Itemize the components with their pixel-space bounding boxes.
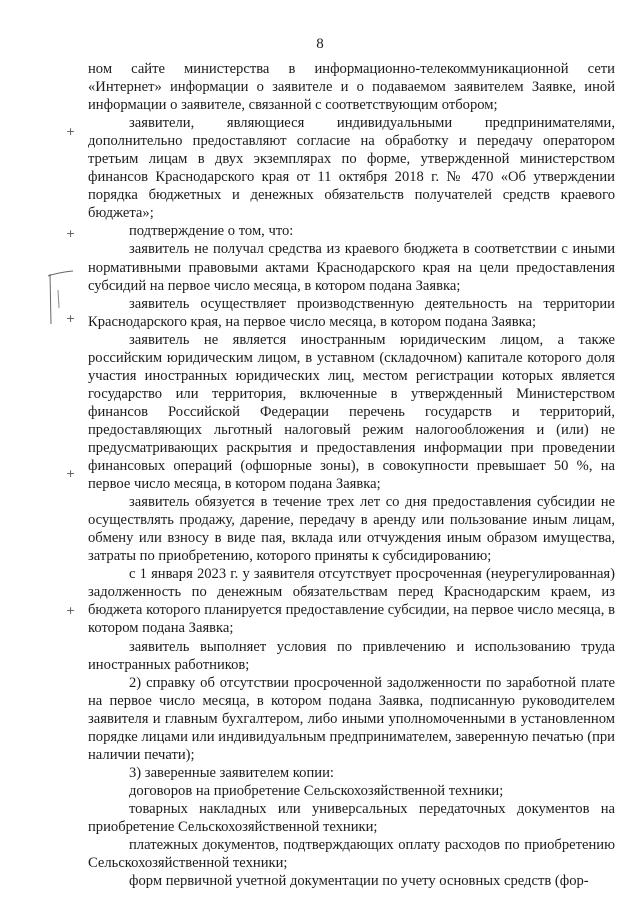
page-number: 8: [316, 36, 324, 52]
paragraph: 3) заверенные заявителем копии:: [129, 764, 334, 781]
margin-bracket-mark: [40, 268, 76, 328]
margin-mark: +: [66, 604, 76, 617]
paragraph: заявитель не получал средства из краевого бюджета в соответствии с иными нормативными правовыми актами Краснодарского края на цели предоставления субсидий на первое число месяца, в котором подана Заявка;: [88, 241, 615, 294]
paragraph: договоров на приобретение Сельскохозяйственной техники;: [129, 782, 504, 799]
paragraph: товарных накладных или универсальных передаточных документов на приобретение Сельскохозяйственной техники;: [88, 800, 615, 835]
paragraph: заявитель обязуется в течение трех лет со дня предоставления субсидии не осуществлять продажу, дарение, передачу в аренду или пользование иным лицам, обмену или взносу в виде пая, вклада или отчуждения иным образом имущества, затраты по приобретению, которого приняты к субсидированию;: [88, 494, 615, 565]
paragraph: заявители, являющиеся индивидуальными предпринимателями, дополнительно предоставляют согласие на обработку и передачу оператором третьим лицам в двух экземплярах по форме, утвержденной министерством финансов Краснодарского края от 11 октября 2018 г. № 470 «Об утверждении порядка бюджетных и денежных обязательств получателей средств краевого бюджета»;: [88, 115, 615, 222]
paragraph: заявитель не является иностранным юридическим лицом, а также российским юридическим лицом, в уставном (складочном) капитале которого доля участия иностранных юридических лиц, местом регистрации которых является государство или территория, включенные в утвержденный Министерством финансов Российской Федерации перечень государств и территорий, предоставляющих льготный налоговый режим налогообложения и (или) не предусматривающих раскрытия и предоставления информации при проведении финансовых операций (офшорные зоны), в совокупности превышает 50 %, на первое число месяца, в котором подана Заявка;: [88, 331, 615, 493]
paragraph: ном сайте министерства в информационно-телекоммуникационной сети «Интернет» информации о заявителе и о подаваемом заявителем Заявке, иной информации о заявителе, связанной с соответствующим отбором;: [88, 61, 615, 114]
margin-mark: +: [66, 467, 76, 480]
paragraph: форм первичной учетной документации по учету основных средств (фор-: [129, 873, 589, 890]
paragraph: заявитель выполняет условия по привлечению и использованию труда иностранных работников;: [88, 638, 615, 673]
margin-mark: +: [66, 125, 76, 138]
document-body: [88, 60, 615, 890]
paragraph: подтверждение о том, что:: [129, 223, 294, 240]
paragraph: заявитель осуществляет производственную деятельность на территории Краснодарского края, на первое число месяца, в котором подана Заявка;: [88, 295, 615, 330]
paragraph: с 1 января 2023 г. у заявителя отсутствует просроченная (неурегулированная) задолженность по денежным обязательствам перед Краснодарским краем, из бюджета которого планируется предоставление субсидии, на первое число месяца, в котором подана Заявка;: [88, 566, 615, 637]
margin-mark: +: [66, 312, 76, 325]
paragraph: платежных документов, подтверждающих оплату расходов по приобретению Сельскохозяйственной техники;: [88, 837, 615, 872]
paragraph: 2) справку об отсутствии просроченной задолженности по заработной плате на первое число месяца, в котором подана Заявка, подписанную руководителем заявителя и главным бухгалтером, либо иными уполномоченными в установленном порядке лицами или индивидуальным предпринимателем, заверенную печатью (при наличии печати);: [88, 674, 615, 763]
margin-mark: +: [66, 227, 76, 240]
